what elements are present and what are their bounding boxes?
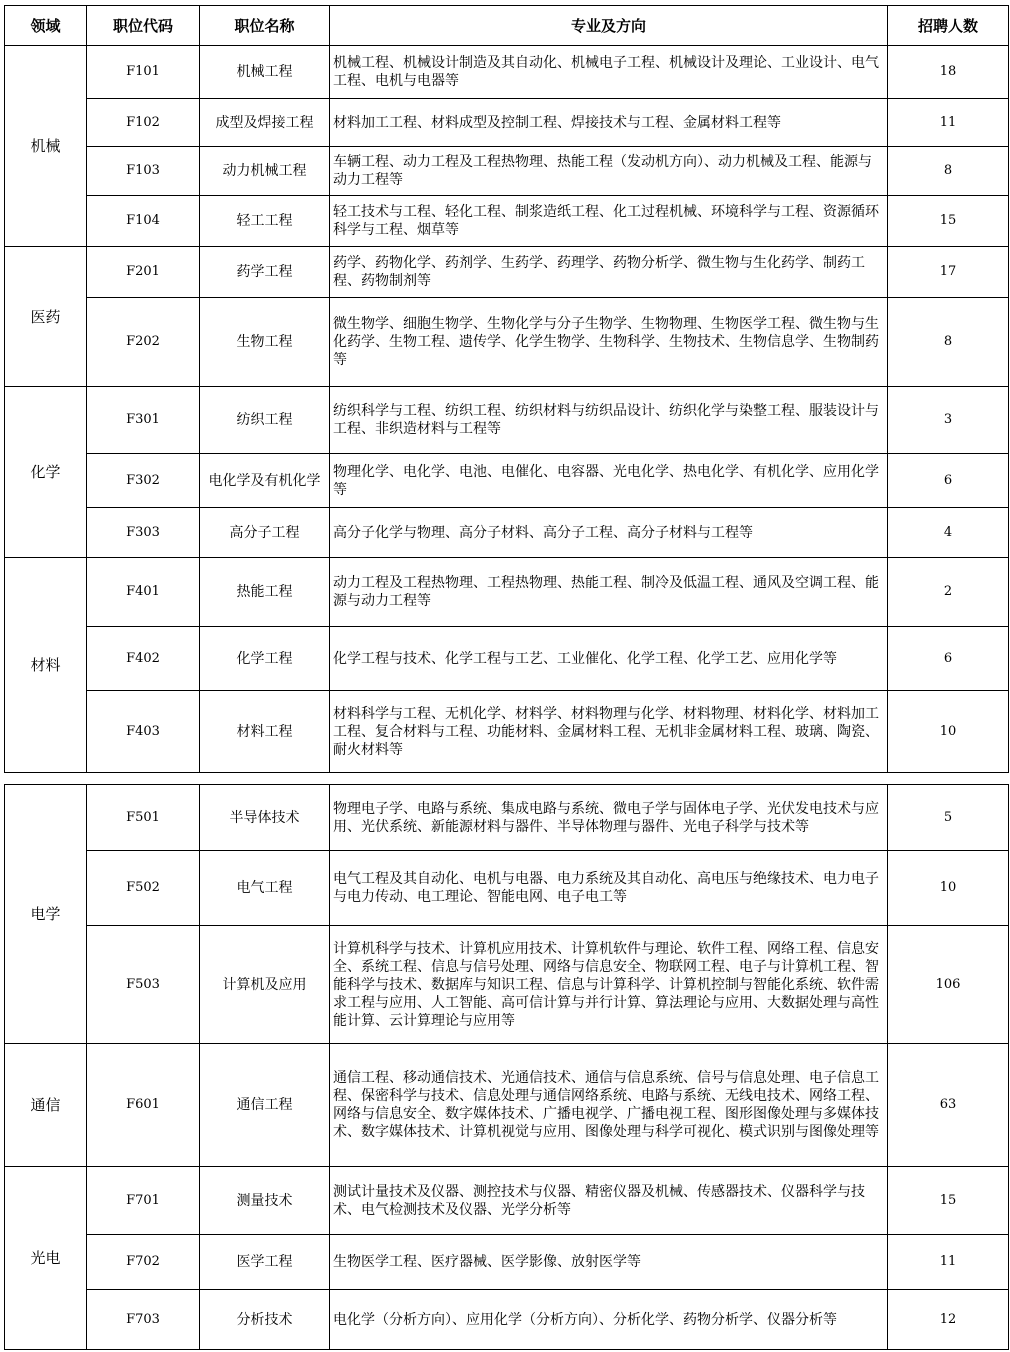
- position-code: F102: [87, 99, 200, 147]
- major-direction: 化学工程与技术、化学工程与工艺、工业催化、化学工程、化学工艺、应用化学等: [330, 627, 888, 691]
- position-name: 药学工程: [200, 247, 330, 298]
- field-cell: 电学: [5, 785, 87, 1044]
- table-row: [5, 99, 1009, 147]
- table-row: [5, 926, 1009, 1044]
- position-code: F201: [87, 247, 200, 298]
- position-code: F703: [87, 1290, 200, 1350]
- position-code: F403: [87, 691, 200, 773]
- major-direction: 通信工程、移动通信技术、光通信技术、通信与信息系统、信号与信息处理、电子信息工程、保密科学与技术、信息处理与通信网络系统、电路与系统、无线电技术、网络工程、网络与信息安全、数字媒体技术、广播电视学、广播电视工程、图形图像处理与多媒体技术、数字媒体技术、计算机视觉与应用、图像处理与科学可视化、模式识别与图像处理等: [330, 1044, 888, 1167]
- position-code: F103: [87, 147, 200, 196]
- recruitment-table-part1: [4, 5, 1009, 773]
- position-code: F503: [87, 926, 200, 1044]
- position-name: 机械工程: [200, 46, 330, 99]
- table-row: [5, 196, 1009, 247]
- position-name: 成型及焊接工程: [200, 99, 330, 147]
- position-name: 半导体技术: [200, 785, 330, 851]
- table-row: [5, 1167, 1009, 1235]
- major-direction: 轻工技术与工程、轻化工程、制浆造纸工程、化工过程机械、环境科学与工程、资源循环科学与工程、烟草等: [330, 196, 888, 247]
- field-cell: 光电: [5, 1167, 87, 1350]
- table-row: [5, 387, 1009, 454]
- recruit-count: 10: [888, 851, 1009, 926]
- major-direction: 物理电子学、电路与系统、集成电路与系统、微电子学与固体电子学、光伏发电技术与应用、光伏系统、新能源材料与器件、半导体物理与器件、光电子科学与技术等: [330, 785, 888, 851]
- recruit-count: 4: [888, 508, 1009, 558]
- header-name: 职位名称: [200, 6, 330, 46]
- position-code: F501: [87, 785, 200, 851]
- position-name: 纺织工程: [200, 387, 330, 454]
- field-cell: 医药: [5, 247, 87, 387]
- table-row: [5, 147, 1009, 196]
- major-direction: 物理化学、电化学、电池、电催化、电容器、光电化学、热电化学、有机化学、应用化学等: [330, 454, 888, 508]
- position-name: 分析技术: [200, 1290, 330, 1350]
- position-name: 测量技术: [200, 1167, 330, 1235]
- major-direction: 药学、药物化学、药剂学、生药学、药理学、药物分析学、微生物与生化药学、制药工程、药物制剂等: [330, 247, 888, 298]
- table-row: [5, 1044, 1009, 1167]
- position-code: F202: [87, 298, 200, 387]
- position-name: 医学工程: [200, 1235, 330, 1290]
- recruit-count: 11: [888, 1235, 1009, 1290]
- position-name: 生物工程: [200, 298, 330, 387]
- recruit-count: 17: [888, 247, 1009, 298]
- major-direction: 高分子化学与物理、高分子材料、高分子工程、高分子材料与工程等: [330, 508, 888, 558]
- recruit-count: 5: [888, 785, 1009, 851]
- recruit-count: 6: [888, 627, 1009, 691]
- major-direction: 材料科学与工程、无机化学、材料学、材料物理与化学、材料物理、材料化学、材料加工工程、复合材料与工程、功能材料、金属材料工程、无机非金属材料工程、玻璃、陶瓷、耐火材料等: [330, 691, 888, 773]
- position-code: F402: [87, 627, 200, 691]
- recruit-count: 11: [888, 99, 1009, 147]
- field-cell: 机械: [5, 46, 87, 247]
- major-direction: 车辆工程、动力工程及工程热物理、热能工程（发动机方向）、动力机械及工程、能源与动力工程等: [330, 147, 888, 196]
- position-code: F701: [87, 1167, 200, 1235]
- recruit-count: 8: [888, 147, 1009, 196]
- table-row: [5, 247, 1009, 298]
- position-name: 电化学及有机化学: [200, 454, 330, 508]
- major-direction: 电化学（分析方向）、应用化学（分析方向）、分析化学、药物分析学、仪器分析等: [330, 1290, 888, 1350]
- recruit-count: 2: [888, 558, 1009, 627]
- position-code: F401: [87, 558, 200, 627]
- major-direction: 生物医学工程、医疗器械、医学影像、放射医学等: [330, 1235, 888, 1290]
- major-direction: 微生物学、细胞生物学、生物化学与分子生物学、生物物理、生物医学工程、微生物与生化药学、生物工程、遗传学、化学生物学、生物科学、生物技术、生物信息学、生物制药等: [330, 298, 888, 387]
- position-name: 高分子工程: [200, 508, 330, 558]
- major-direction: 机械工程、机械设计制造及其自动化、机械电子工程、机械设计及理论、工业设计、电气工程、电机与电器等: [330, 46, 888, 99]
- recruit-count: 18: [888, 46, 1009, 99]
- position-name: 材料工程: [200, 691, 330, 773]
- position-name: 通信工程: [200, 1044, 330, 1167]
- table-row: [5, 46, 1009, 99]
- field-cell: 材料: [5, 558, 87, 773]
- position-name: 化学工程: [200, 627, 330, 691]
- recruit-count: 10: [888, 691, 1009, 773]
- table-row: [5, 851, 1009, 926]
- position-name: 轻工工程: [200, 196, 330, 247]
- recruit-count: 12: [888, 1290, 1009, 1350]
- position-name: 电气工程: [200, 851, 330, 926]
- recruit-count: 6: [888, 454, 1009, 508]
- field-cell: 化学: [5, 387, 87, 558]
- table-row: [5, 1235, 1009, 1290]
- position-code: F601: [87, 1044, 200, 1167]
- table-row: [5, 454, 1009, 508]
- major-direction: 材料加工工程、材料成型及控制工程、焊接技术与工程、金属材料工程等: [330, 99, 888, 147]
- table-row: [5, 627, 1009, 691]
- recruit-count: 106: [888, 926, 1009, 1044]
- major-direction: 测试计量技术及仪器、测控技术与仪器、精密仪器及机械、传感器技术、仪器科学与技术、电气检测技术及仪器、光学分析等: [330, 1167, 888, 1235]
- table-row: [5, 298, 1009, 387]
- major-direction: 纺织科学与工程、纺织工程、纺织材料与纺织品设计、纺织化学与染整工程、服装设计与工程、非织造材料与工程等: [330, 387, 888, 454]
- recruit-count: 3: [888, 387, 1009, 454]
- table-row: [5, 1290, 1009, 1350]
- recruit-count: 63: [888, 1044, 1009, 1167]
- table-header-row: [5, 6, 1009, 46]
- recruit-count: 8: [888, 298, 1009, 387]
- table-row: [5, 691, 1009, 773]
- position-code: F302: [87, 454, 200, 508]
- position-code: F502: [87, 851, 200, 926]
- header-major: 专业及方向: [330, 6, 888, 46]
- major-direction: 电气工程及其自动化、电机与电器、电力系统及其自动化、高电压与绝缘技术、电力电子与电力传动、电工理论、智能电网、电子电工等: [330, 851, 888, 926]
- recruit-count: 15: [888, 196, 1009, 247]
- header-count: 招聘人数: [888, 6, 1009, 46]
- position-code: F301: [87, 387, 200, 454]
- position-code: F104: [87, 196, 200, 247]
- table-row: [5, 508, 1009, 558]
- recruit-count: 15: [888, 1167, 1009, 1235]
- position-name: 热能工程: [200, 558, 330, 627]
- major-direction: 计算机科学与技术、计算机应用技术、计算机软件与理论、软件工程、网络工程、信息安全、系统工程、信息与信号处理、网络与信息安全、物联网工程、电子与计算机工程、智能科学与技术、数据库与知识工程、信息与计算科学、计算机控制与智能化系统、软件需求工程与应用、人工智能、高可信计算与并行计算、算法理论与应用、大数据处理与高性能计算、云计算理论与应用等: [330, 926, 888, 1044]
- header-code: 职位代码: [87, 6, 200, 46]
- position-name: 计算机及应用: [200, 926, 330, 1044]
- recruitment-table-part2: [4, 784, 1009, 1350]
- table-row: [5, 558, 1009, 627]
- position-code: F702: [87, 1235, 200, 1290]
- major-direction: 动力工程及工程热物理、工程热物理、热能工程、制冷及低温工程、通风及空调工程、能源与动力工程等: [330, 558, 888, 627]
- position-code: F101: [87, 46, 200, 99]
- field-cell: 通信: [5, 1044, 87, 1167]
- header-field: 领域: [5, 6, 87, 46]
- position-name: 动力机械工程: [200, 147, 330, 196]
- table-row: [5, 785, 1009, 851]
- position-code: F303: [87, 508, 200, 558]
